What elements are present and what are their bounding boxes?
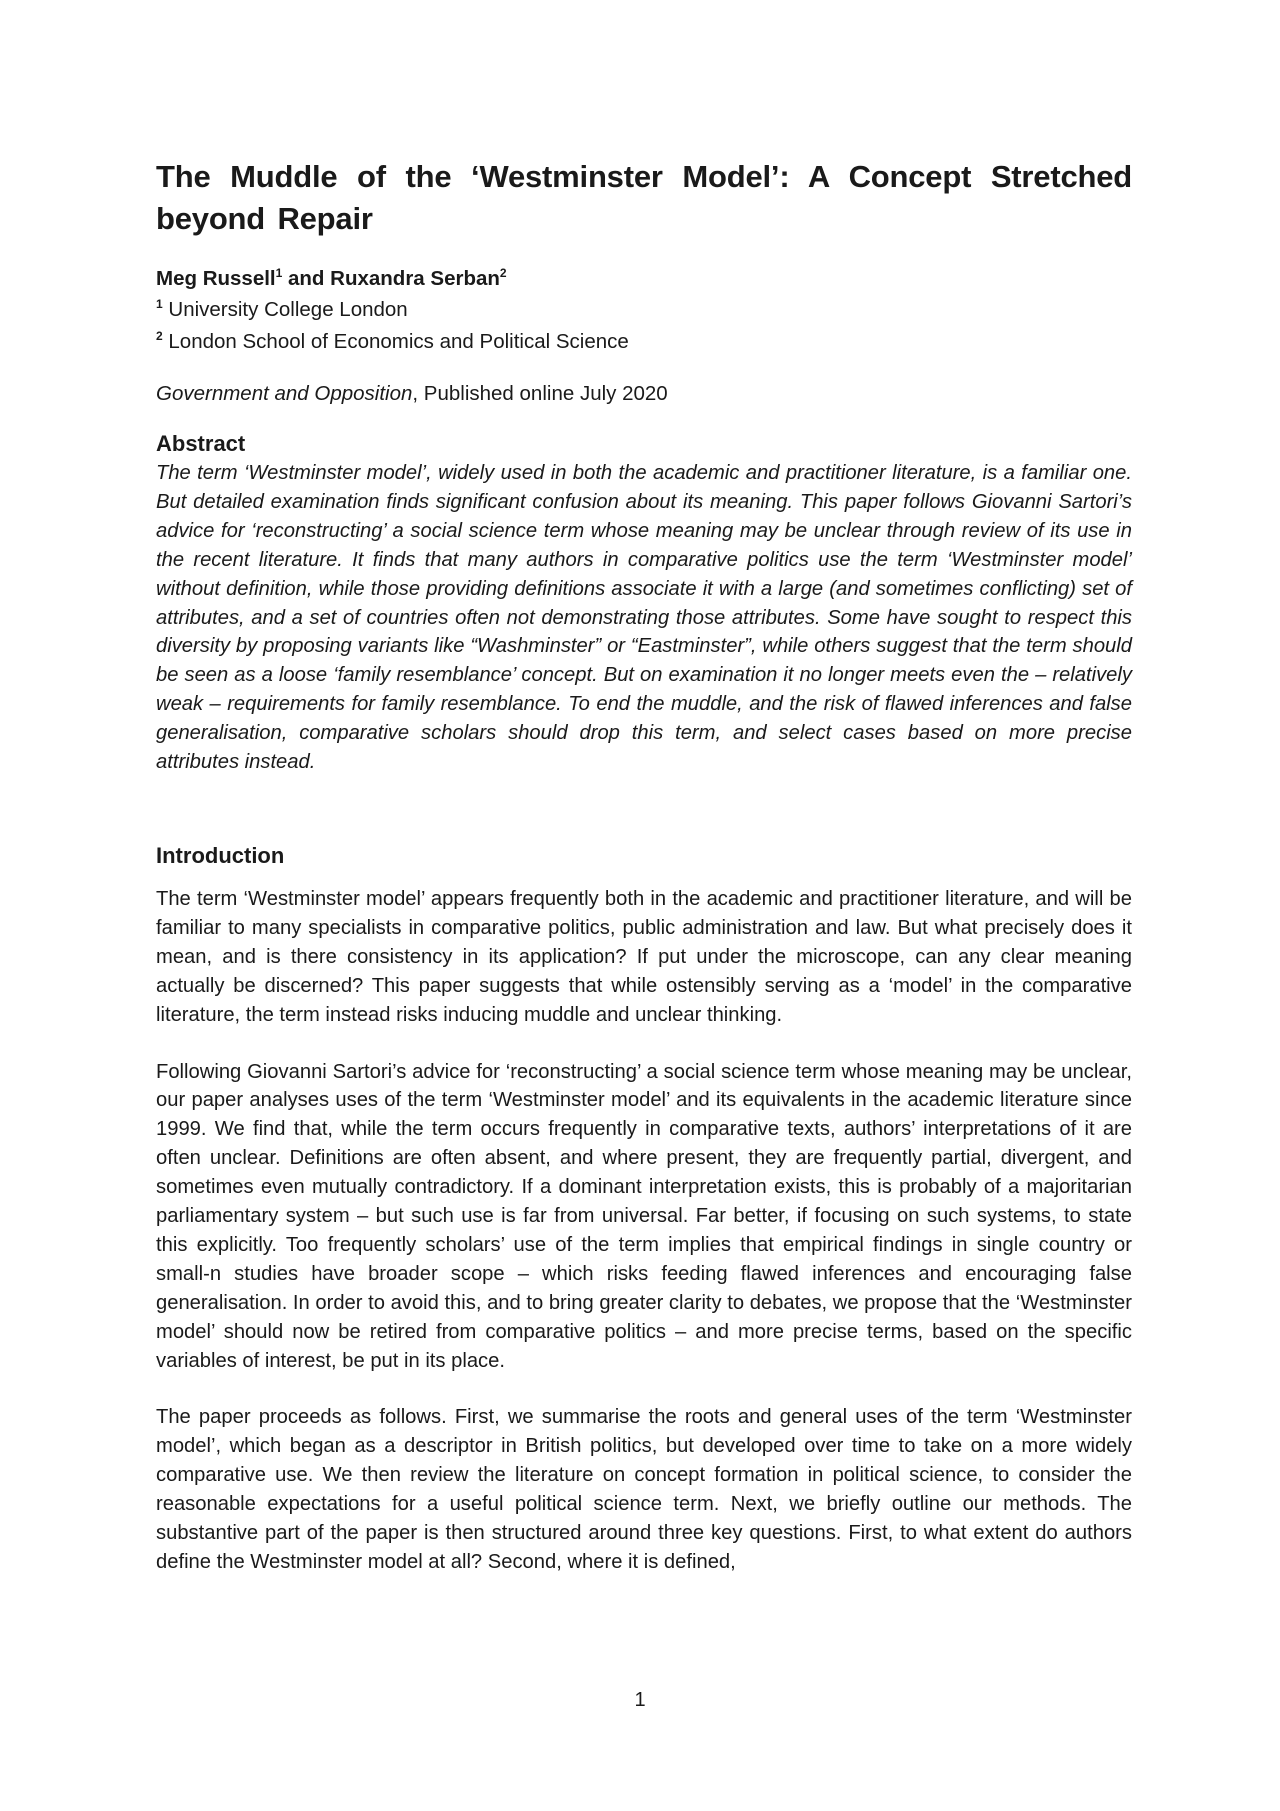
affiliation-mark: 1	[156, 297, 163, 312]
journal-name: Government and Opposition	[156, 382, 413, 405]
affiliation	[156, 326, 1132, 358]
author-name: Ruxandra Serban	[330, 267, 500, 290]
body-paragraph: The paper proceeds as follows. First, we summarise the roots and general uses of the term ‘Westminster model’, which began as a descriptor in British politics, but developed over time to take on a more widely comparative use. We then review the literature on concept formation in political science, to consider the reasonable expectations for a useful political science term. Next, we briefly outline our methods. The substantive part of the paper is then structured around three key questions. First, to what extent do authors define the Westminster model at all? Second, where it is defined,	[156, 1406, 1132, 1573]
affiliation-name: University College London	[168, 298, 408, 321]
section-heading-introduction: Introduction	[156, 842, 285, 868]
affiliation	[156, 294, 1132, 326]
paper-title: The Muddle of the ‘Westminster Model’: A Concept Stretched beyond Repair	[156, 159, 1132, 236]
affiliation-mark: 2	[156, 329, 163, 344]
publication-info	[156, 379, 1132, 409]
abstract-heading: Abstract	[156, 431, 246, 456]
author-name: Meg Russell	[156, 267, 276, 290]
page-number: 1	[634, 1689, 646, 1711]
affiliation-mark: 2	[499, 266, 507, 281]
author-list	[156, 264, 1132, 294]
body-paragraph: Following Giovanni Sartori’s advice for ‘reconstructing’ a social science term whose meaning may be unclear, our paper analyses uses of the term ‘Westminster model’ and its equivalents in the academic literature since 1999. We find that, while the term occurs frequently in comparative texts, authors’ interpretations of it are often unclear. Definitions are often absent, and where present, they are frequently partial, divergent, and sometimes even mutually contradictory. If a dominant interpretation exists, this is probably of a majoritarian parliamentary system – but such use is far from universal. Far better, if focusing on such systems, to state this explicitly. Too frequently scholars’ use of the term implies that empirical findings in single country or small-n studies have broader scope – which risks feeding flawed inferences and encouraging false generalisation. In order to avoid this, and to bring greater clarity to debates, we propose that the ‘Westminster model’ should now be retired from comparative politics – and more precise terms, based on the specific variables of interest, be put in its place.	[156, 1060, 1132, 1372]
abstract-text: The term ‘Westminster model’, widely used in both the academic and practitioner literature, is a familiar one. But detailed examination finds significant confusion about its meaning. This paper follows Giovanni Sartori’s advice for ‘reconstructing’ a social science term whose meaning may be unclear through review of its use in the recent literature. It finds that many authors in comparative politics use the term ‘Westminster model’ without definition, while those providing definitions associate it with a large (and sometimes conflicting) set of attributes, and a set of countries often not demonstrating those attributes. Some have sought to respect this diversity by proposing variants like “Washminster” or “Eastminster”, while others suggest that the term should be seen as a loose ‘family resemblance’ concept. But on examination it no longer meets even the – relatively weak – requirements for family resemblance. To end the muddle, and the risk of flawed inferences and false generalisation, comparative scholars should drop this term, and select cases based on more precise attributes instead.	[156, 462, 1132, 774]
affiliation-name: London School of Economics and Political Science	[168, 330, 629, 353]
body-paragraph: The term ‘Westminster model’ appears frequently both in the academic and practitioner literature, and will be familiar to many specialists in comparative politics, public administration and law. But what precisely does it mean, and is there consistency in its application? If put under the microscope, can any clear meaning actually be discerned? This paper suggests that while ostensibly serving as a ‘model’ in the comparative literature, the term instead risks inducing muddle and unclear thinking.	[156, 887, 1132, 1026]
affiliation-mark: 1	[275, 266, 283, 281]
publication-details: , Published online July 2020	[412, 382, 668, 405]
author-connector: and	[282, 267, 331, 290]
paper-page	[156, 156, 1132, 1577]
